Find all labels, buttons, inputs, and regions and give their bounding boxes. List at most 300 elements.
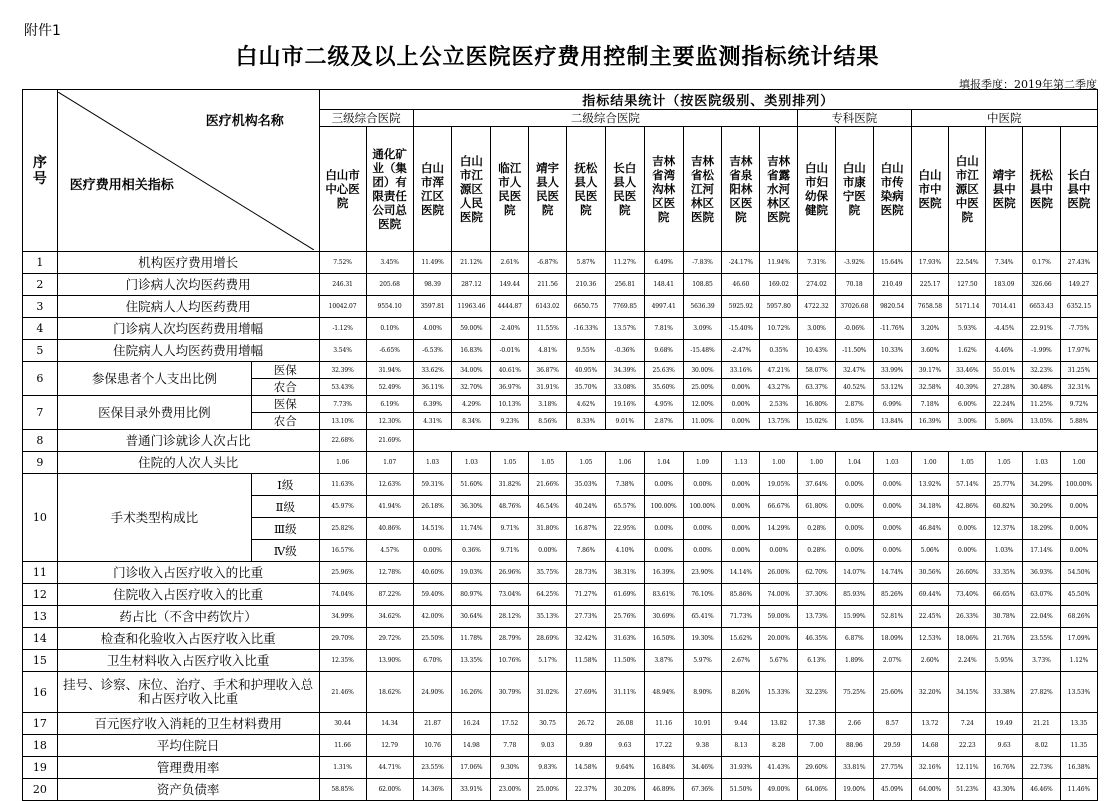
value-cell: 1.03: [452, 452, 491, 474]
value-cell: 5925.92: [722, 296, 760, 318]
value-cell: 30.44: [319, 713, 366, 735]
value-cell: 35.75%: [529, 562, 567, 584]
value-cell: 17.06%: [452, 757, 491, 779]
value-cell: 11.78%: [452, 628, 491, 650]
value-cell: 32.16%: [911, 757, 949, 779]
report-season: 填报季度：2019年第二季度: [959, 78, 1097, 91]
value-cell: 0.00%: [1060, 540, 1097, 562]
value-cell: 65.57%: [605, 496, 644, 518]
value-cell: 6.87%: [835, 628, 873, 650]
hospital-name: 白山市浑江区医院: [413, 127, 452, 252]
value-cell: 8.34%: [452, 413, 491, 430]
value-cell: 11.63%: [319, 474, 366, 496]
value-cell: 2.87%: [835, 396, 873, 413]
value-cell: 274.02: [798, 274, 836, 296]
value-cell: 23.55%: [1023, 628, 1061, 650]
value-cell: 51.50%: [722, 779, 760, 801]
value-cell: 40.60%: [413, 562, 452, 584]
value-cell: 85.93%: [835, 584, 873, 606]
indicator-label: 手术类型构成比: [57, 474, 251, 562]
value-cell: 11.58%: [566, 650, 605, 672]
value-cell: 43.27%: [760, 379, 798, 396]
value-cell: 40.61%: [491, 362, 529, 379]
value-cell: 7.00: [798, 735, 836, 757]
value-cell: 4.10%: [605, 540, 644, 562]
value-cell: 100.00%: [644, 496, 683, 518]
value-cell: 13.72: [911, 713, 949, 735]
value-cell: 22.68%: [319, 430, 366, 452]
value-cell: 34.39%: [605, 362, 644, 379]
value-cell: 83.61%: [644, 584, 683, 606]
value-cell: 26.08: [605, 713, 644, 735]
value-cell: 18.09%: [873, 628, 911, 650]
sub-indicator-label: Ⅰ级: [252, 474, 319, 496]
sub-indicator-label: 农合: [252, 379, 319, 396]
value-cell: 9.71%: [491, 540, 529, 562]
indicator-label: 卫生材料收入占医疗收入比重: [57, 650, 319, 672]
value-cell: 34.62%: [366, 606, 413, 628]
value-cell: 40.95%: [566, 362, 605, 379]
indicator-label: 管理费用率: [57, 757, 319, 779]
row-seq: 4: [23, 318, 58, 340]
value-cell: 27.82%: [1023, 672, 1061, 713]
value-cell: 210.36: [566, 274, 605, 296]
row-seq: 10: [23, 474, 58, 562]
value-cell: 88.96: [835, 735, 873, 757]
value-cell: 16.50%: [644, 628, 683, 650]
value-cell: 29.60%: [798, 757, 836, 779]
value-cell: 14.34: [366, 713, 413, 735]
value-cell: 14.58%: [566, 757, 605, 779]
hospital-name: 靖宇县人民医院: [529, 127, 567, 252]
value-cell: 59.31%: [413, 474, 452, 496]
value-cell: 5.93%: [949, 318, 986, 340]
value-cell: 17.97%: [1060, 340, 1097, 362]
value-cell: 9.03: [529, 735, 567, 757]
value-cell: 14.98: [452, 735, 491, 757]
value-cell: 9.63: [605, 735, 644, 757]
value-cell: 0.00%: [1060, 496, 1097, 518]
value-cell: 49.00%: [760, 779, 798, 801]
value-cell: 22.95%: [605, 518, 644, 540]
value-cell: 0.00%: [722, 496, 760, 518]
value-cell: 36.93%: [1023, 562, 1061, 584]
value-cell: 0.00%: [683, 474, 722, 496]
value-cell: 46.60: [722, 274, 760, 296]
value-cell: 34.29%: [1023, 474, 1061, 496]
value-cell: -2.40%: [491, 318, 529, 340]
value-cell: 36.30%: [452, 496, 491, 518]
value-cell: 31.02%: [529, 672, 567, 713]
value-cell: 11.74%: [452, 518, 491, 540]
value-cell: 21.21: [1023, 713, 1061, 735]
value-cell: 85.86%: [722, 584, 760, 606]
value-cell: 22.23: [949, 735, 986, 757]
value-cell: 100.00%: [1060, 474, 1097, 496]
value-cell: 4.81%: [529, 340, 567, 362]
value-cell: 9.72%: [1060, 396, 1097, 413]
value-cell: 9820.54: [873, 296, 911, 318]
corner-institution-label: 医疗机构名称: [205, 113, 284, 129]
value-cell: -15.40%: [722, 318, 760, 340]
value-cell: 1.05: [986, 452, 1023, 474]
value-cell: 8.13: [722, 735, 760, 757]
value-cell: 16.26%: [452, 672, 491, 713]
value-cell: 0.17%: [1023, 252, 1061, 274]
value-cell: 33.16%: [722, 362, 760, 379]
value-cell: 17.14%: [1023, 540, 1061, 562]
value-cell: 34.18%: [911, 496, 949, 518]
value-cell: 29.72%: [366, 628, 413, 650]
value-cell: 1.03: [873, 452, 911, 474]
hospital-name: 长白县人民医院: [605, 127, 644, 252]
value-cell: 9.89: [566, 735, 605, 757]
value-cell: 15.02%: [798, 413, 836, 430]
value-cell: 4444.87: [491, 296, 529, 318]
value-cell: 11.16: [644, 713, 683, 735]
value-cell: 33.38%: [986, 672, 1023, 713]
value-cell: 12.78%: [366, 562, 413, 584]
value-cell: 31.80%: [529, 518, 567, 540]
value-cell: 98.39: [413, 274, 452, 296]
value-cell: 0.00%: [873, 496, 911, 518]
value-cell: 74.04%: [319, 584, 366, 606]
value-cell: 13.73%: [798, 606, 836, 628]
value-cell: 35.13%: [529, 606, 567, 628]
value-cell: 41.94%: [366, 496, 413, 518]
value-cell: 148.41: [644, 274, 683, 296]
value-cell: 36.87%: [529, 362, 567, 379]
value-cell: 46.89%: [644, 779, 683, 801]
value-cell: 4.29%: [452, 396, 491, 413]
value-cell: 2.67%: [722, 650, 760, 672]
value-cell: 68.26%: [1060, 606, 1097, 628]
value-cell: 52.81%: [873, 606, 911, 628]
value-cell: 46.84%: [911, 518, 949, 540]
value-cell: 19.05%: [760, 474, 798, 496]
indicator-label: 平均住院日: [57, 735, 319, 757]
value-cell: 33.35%: [986, 562, 1023, 584]
value-cell: 41.43%: [760, 757, 798, 779]
value-cell: 65.41%: [683, 606, 722, 628]
value-cell: 58.85%: [319, 779, 366, 801]
value-cell: 32.70%: [452, 379, 491, 396]
value-cell: 22.73%: [1023, 757, 1061, 779]
value-cell: 0.36%: [452, 540, 491, 562]
value-cell: 52.49%: [366, 379, 413, 396]
value-cell: 9.64%: [605, 757, 644, 779]
value-cell: 1.00: [798, 452, 836, 474]
value-cell: 1.04: [835, 452, 873, 474]
value-cell: 16.38%: [1060, 757, 1097, 779]
statistics-table: [22, 89, 1098, 801]
value-cell: 1.04: [644, 452, 683, 474]
value-cell: 7.24: [949, 713, 986, 735]
row-seq: 9: [23, 452, 58, 474]
value-cell: 73.40%: [949, 584, 986, 606]
value-cell: 5.95%: [986, 650, 1023, 672]
value-cell: 36.97%: [491, 379, 529, 396]
value-cell: 7.34%: [986, 252, 1023, 274]
value-cell: 12.53%: [911, 628, 949, 650]
value-cell: 0.00%: [835, 540, 873, 562]
value-cell: 21.69%: [366, 430, 413, 452]
value-cell: 3.00%: [798, 318, 836, 340]
indicator-label: 门诊收入占医疗收入的比重: [57, 562, 319, 584]
indicator-label: 医保目录外费用比例: [57, 396, 251, 430]
value-cell: 7.86%: [566, 540, 605, 562]
value-cell: 34.00%: [452, 362, 491, 379]
value-cell: 46.46%: [1023, 779, 1061, 801]
value-cell: 0.00%: [722, 396, 760, 413]
value-cell: 0.00%: [722, 518, 760, 540]
value-cell: 1.12%: [1060, 650, 1097, 672]
category-header: 专科医院: [798, 110, 911, 127]
value-cell: 0.28%: [798, 518, 836, 540]
value-cell: 31.82%: [491, 474, 529, 496]
indicator-label: 门诊病人次均医药费用增幅: [57, 318, 319, 340]
value-cell: 3.73%: [1023, 650, 1061, 672]
value-cell: -3.92%: [835, 252, 873, 274]
value-cell: 9.30%: [491, 757, 529, 779]
value-cell: 6143.02: [529, 296, 567, 318]
indicator-label: 参保患者个人支出比例: [57, 362, 251, 396]
value-cell: 80.97%: [452, 584, 491, 606]
value-cell: 0.00%: [949, 540, 986, 562]
value-cell: -0.06%: [835, 318, 873, 340]
value-cell: 21.46%: [319, 672, 366, 713]
hospital-name: 靖宇县中医院: [986, 127, 1023, 252]
value-cell: 6653.43: [1023, 296, 1061, 318]
value-cell: 6.19%: [366, 396, 413, 413]
value-cell: 45.09%: [873, 779, 911, 801]
value-cell: 9.01%: [605, 413, 644, 430]
value-cell: 14.29%: [760, 518, 798, 540]
row-seq: 1: [23, 252, 58, 274]
value-cell: -11.76%: [873, 318, 911, 340]
value-cell: 27.28%: [986, 379, 1023, 396]
value-cell: 4.62%: [566, 396, 605, 413]
sub-indicator-label: Ⅲ级: [252, 518, 319, 540]
value-cell: 4722.32: [798, 296, 836, 318]
row-seq: 12: [23, 584, 58, 606]
value-cell: 67.36%: [683, 779, 722, 801]
value-cell: 31.63%: [605, 628, 644, 650]
value-cell: 7.31%: [798, 252, 836, 274]
value-cell: 25.00%: [683, 379, 722, 396]
value-cell: 17.93%: [911, 252, 949, 274]
value-cell: 12.35%: [319, 650, 366, 672]
value-cell: 9.38: [683, 735, 722, 757]
value-cell: 3.45%: [366, 252, 413, 274]
value-cell: 14.68: [911, 735, 949, 757]
value-cell: 62.00%: [366, 779, 413, 801]
value-cell: 2.07%: [873, 650, 911, 672]
value-cell: 225.17: [911, 274, 949, 296]
hospital-name: 白山市中心医院: [319, 127, 366, 252]
value-cell: 64.25%: [529, 584, 567, 606]
value-cell: 21.66%: [529, 474, 567, 496]
value-cell: 11.00%: [683, 413, 722, 430]
value-cell: 0.00%: [835, 474, 873, 496]
value-cell: 11.27%: [605, 252, 644, 274]
value-cell: 0.00%: [949, 518, 986, 540]
value-cell: 31.25%: [1060, 362, 1097, 379]
value-cell: 2.24%: [949, 650, 986, 672]
empty-span-cell: [413, 430, 1097, 452]
value-cell: 13.90%: [366, 650, 413, 672]
value-cell: 8.56%: [529, 413, 567, 430]
value-cell: 6.70%: [413, 650, 452, 672]
value-cell: 7.81%: [644, 318, 683, 340]
value-cell: 13.05%: [1023, 413, 1061, 430]
value-cell: 3.54%: [319, 340, 366, 362]
value-cell: 108.85: [683, 274, 722, 296]
value-cell: 1.62%: [949, 340, 986, 362]
value-cell: 6.99%: [873, 396, 911, 413]
value-cell: 30.69%: [644, 606, 683, 628]
hospital-name: 吉林省松江河林区医院: [683, 127, 722, 252]
value-cell: 51.23%: [949, 779, 986, 801]
sub-indicator-label: 医保: [252, 396, 319, 413]
value-cell: 26.96%: [491, 562, 529, 584]
value-cell: 1.05: [566, 452, 605, 474]
value-cell: 0.00%: [413, 540, 452, 562]
value-cell: 16.80%: [798, 396, 836, 413]
value-cell: 6.39%: [413, 396, 452, 413]
value-cell: 149.27: [1060, 274, 1097, 296]
value-cell: 6650.75: [566, 296, 605, 318]
value-cell: 19.03%: [452, 562, 491, 584]
value-cell: 32.58%: [911, 379, 949, 396]
value-cell: 32.42%: [566, 628, 605, 650]
value-cell: 69.44%: [911, 584, 949, 606]
sub-indicator-label: Ⅱ级: [252, 496, 319, 518]
value-cell: 71.73%: [722, 606, 760, 628]
value-cell: 2.60%: [911, 650, 949, 672]
value-cell: 19.00%: [835, 779, 873, 801]
value-cell: 0.10%: [366, 318, 413, 340]
value-cell: 5.17%: [529, 650, 567, 672]
value-cell: 8.02: [1023, 735, 1061, 757]
value-cell: 7.52%: [319, 252, 366, 274]
value-cell: 25.76%: [605, 606, 644, 628]
value-cell: -1.12%: [319, 318, 366, 340]
indicator-label: 普通门诊就诊人次占比: [57, 430, 319, 452]
value-cell: 66.65%: [986, 584, 1023, 606]
value-cell: 53.43%: [319, 379, 366, 396]
value-cell: 10.13%: [491, 396, 529, 413]
value-cell: 0.00%: [873, 474, 911, 496]
value-cell: 31.93%: [722, 757, 760, 779]
value-cell: 16.87%: [566, 518, 605, 540]
row-seq: 14: [23, 628, 58, 650]
value-cell: 16.57%: [319, 540, 366, 562]
summary-span-header: 指标结果统计（按医院级别、类别排列）: [319, 90, 1097, 110]
value-cell: 47.21%: [760, 362, 798, 379]
value-cell: 5.97%: [683, 650, 722, 672]
value-cell: 9.55%: [566, 340, 605, 362]
value-cell: 40.52%: [835, 379, 873, 396]
row-seq: 18: [23, 735, 58, 757]
value-cell: 22.45%: [911, 606, 949, 628]
value-cell: 13.35: [1060, 713, 1097, 735]
row-seq: 11: [23, 562, 58, 584]
value-cell: 34.99%: [319, 606, 366, 628]
value-cell: 17.22: [644, 735, 683, 757]
value-cell: -1.99%: [1023, 340, 1061, 362]
value-cell: 59.40%: [413, 584, 452, 606]
value-cell: 37026.68: [835, 296, 873, 318]
value-cell: 9554.10: [366, 296, 413, 318]
value-cell: 12.30%: [366, 413, 413, 430]
value-cell: 5636.39: [683, 296, 722, 318]
value-cell: 20.00%: [760, 628, 798, 650]
value-cell: 64.06%: [798, 779, 836, 801]
value-cell: 32.47%: [835, 362, 873, 379]
value-cell: 7.78: [491, 735, 529, 757]
value-cell: -0.01%: [491, 340, 529, 362]
value-cell: 169.02: [760, 274, 798, 296]
value-cell: 9.44: [722, 713, 760, 735]
value-cell: 287.12: [452, 274, 491, 296]
value-cell: 10.43%: [798, 340, 836, 362]
hospital-name: 白山市妇幼保健院: [798, 127, 836, 252]
category-header: 中医院: [911, 110, 1097, 127]
hospital-name: 白山市江源区中医院: [949, 127, 986, 252]
value-cell: 205.68: [366, 274, 413, 296]
value-cell: 33.46%: [949, 362, 986, 379]
value-cell: 0.35%: [760, 340, 798, 362]
hospital-name: 吉林省湾沟林区医院: [644, 127, 683, 252]
value-cell: 30.64%: [452, 606, 491, 628]
value-cell: 16.76%: [986, 757, 1023, 779]
value-cell: 8.33%: [566, 413, 605, 430]
value-cell: 7.73%: [319, 396, 366, 413]
value-cell: 23.90%: [683, 562, 722, 584]
value-cell: -0.36%: [605, 340, 644, 362]
value-cell: 30.48%: [1023, 379, 1061, 396]
value-cell: 10042.07: [319, 296, 366, 318]
sub-indicator-label: Ⅳ级: [252, 540, 319, 562]
value-cell: 21.12%: [452, 252, 491, 274]
value-cell: 51.60%: [452, 474, 491, 496]
value-cell: 33.99%: [873, 362, 911, 379]
value-cell: 45.50%: [1060, 584, 1097, 606]
value-cell: 1.07: [366, 452, 413, 474]
value-cell: -11.50%: [835, 340, 873, 362]
value-cell: 13.35%: [452, 650, 491, 672]
value-cell: 16.83%: [452, 340, 491, 362]
value-cell: 37.30%: [798, 584, 836, 606]
value-cell: 1.09: [683, 452, 722, 474]
value-cell: 62.70%: [798, 562, 836, 584]
value-cell: 12.63%: [366, 474, 413, 496]
value-cell: 14.51%: [413, 518, 452, 540]
value-cell: -7.75%: [1060, 318, 1097, 340]
value-cell: 6.49%: [644, 252, 683, 274]
indicator-label: 住院病人人均医药费用增幅: [57, 340, 319, 362]
value-cell: 127.50: [949, 274, 986, 296]
value-cell: 27.43%: [1060, 252, 1097, 274]
value-cell: 11963.46: [452, 296, 491, 318]
value-cell: 14.74%: [873, 562, 911, 584]
value-cell: 44.71%: [366, 757, 413, 779]
value-cell: -6.65%: [366, 340, 413, 362]
value-cell: 29.59: [873, 735, 911, 757]
value-cell: 18.62%: [366, 672, 413, 713]
value-cell: 4.57%: [366, 540, 413, 562]
